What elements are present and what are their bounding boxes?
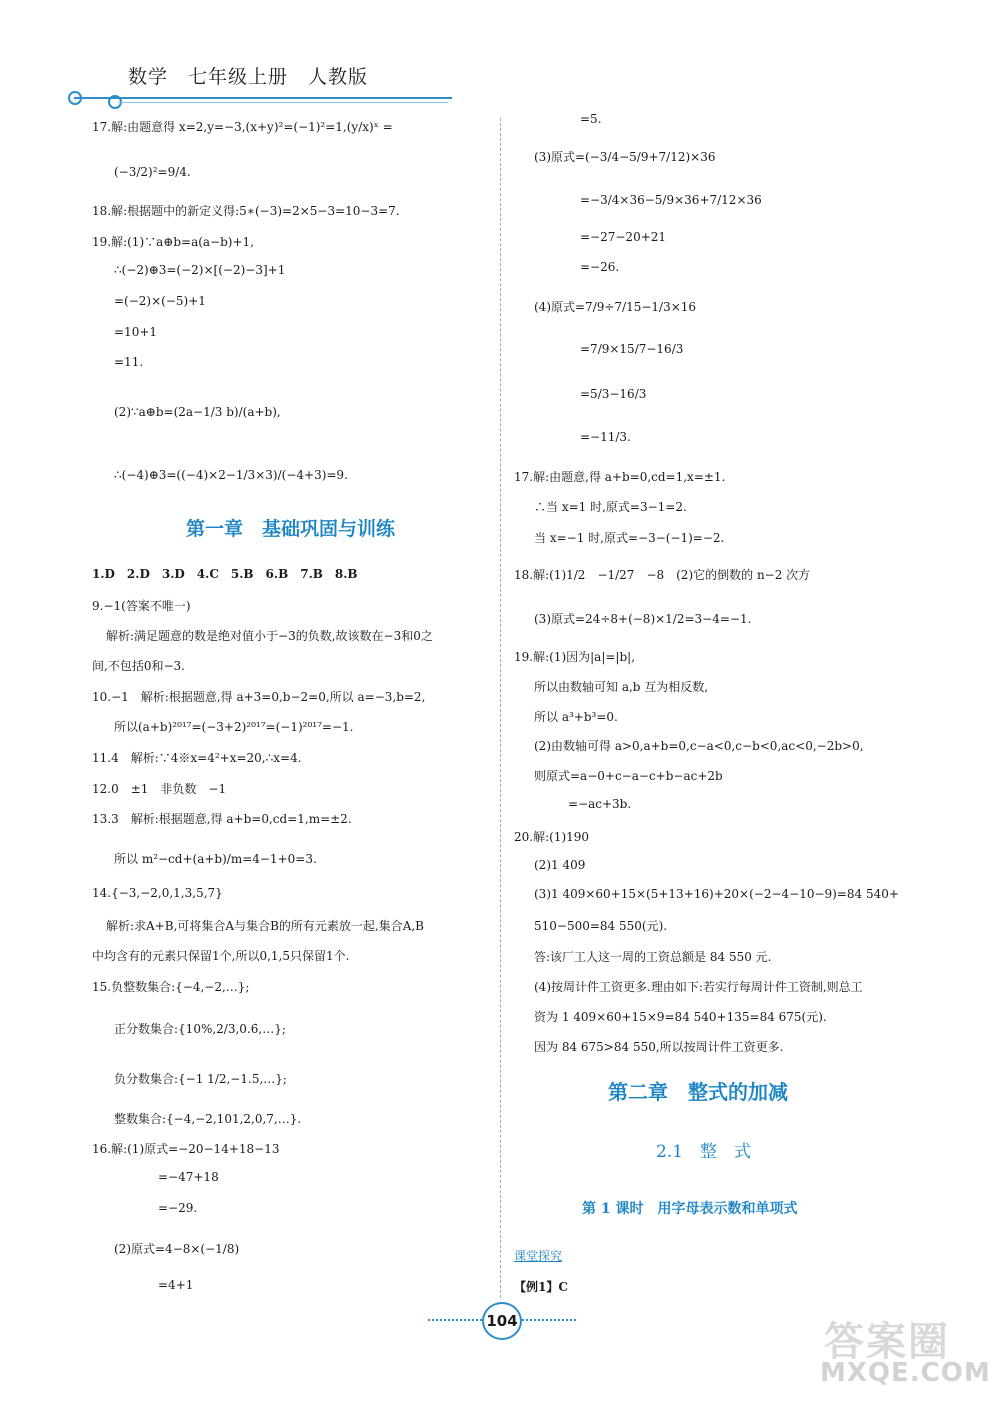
- answer-line: 所以 m²−cd+(a+b)/m=4−1+0=3.: [114, 852, 317, 866]
- answer-line: =−26.: [580, 260, 620, 274]
- answer-line: 答:该厂工人这一周的工资总额是 84 550 元.: [534, 950, 772, 964]
- lesson-heading: 第 1 课时 用字母表示数和单项式: [582, 1201, 798, 1217]
- chapter-heading: 第二章 整式的加减: [608, 1080, 788, 1104]
- answer-line: (−3/2)²=9/4.: [114, 165, 191, 179]
- footer-dots-right: [522, 1319, 576, 1321]
- answer-line: =7/9×15/7−16/3: [580, 342, 684, 356]
- answer-line: 则原式=a−0+c−a−c+b−ac+2b: [534, 769, 723, 783]
- answer-line: =10+1: [114, 325, 158, 339]
- answer-line: 所以(a+b)²⁰¹⁷=(−3+2)²⁰¹⁷=(−1)²⁰¹⁷=−1.: [114, 720, 354, 734]
- answer-line: (2)原式=4−8×(−1/8): [114, 1242, 240, 1256]
- header-rule: [74, 97, 452, 99]
- answer-line: =−47+18: [158, 1170, 219, 1184]
- answer-line: (4)原式=7/9÷7/15−1/3×16: [534, 300, 697, 314]
- answer-line: ∴(−2)⊕3=(−2)×[(−2)−3]+1: [114, 263, 286, 277]
- answer-line: 中均含有的元素只保留1个,所以0,1,5只保留1个.: [92, 949, 350, 963]
- watermark: [820, 1310, 990, 1395]
- answer-line: =−3/4×36−5/9×36+7/12×36: [580, 193, 762, 207]
- answer-line: 资为 1 409×60+15×9=84 540+135=84 675(元).: [534, 1010, 827, 1024]
- answer-line: =4+1: [158, 1278, 194, 1292]
- answer-line: 所以由数轴可知 a,b 互为相反数,: [534, 680, 709, 694]
- chapter-heading: 第一章 基础巩固与训练: [186, 518, 396, 540]
- answer-line: (3)1 409×60+15×(5+13+16)+20×(−2−4−10−9)=84 540+: [534, 887, 899, 901]
- answer-line: =−27−20+21: [580, 230, 667, 244]
- answer-line: 11.4 解析:∵4※x=4²+x=20,∴x=4.: [92, 751, 302, 765]
- answer-line: (2)由数轴可得 a>0,a+b=0,c−a<0,c−b<0,ac<0,−2b>0,: [534, 739, 864, 753]
- answer-line: 1.D 2.D 3.D 4.C 5.B 6.B 7.B 8.B: [92, 567, 358, 581]
- answer-line: 19.解:(1)因为|a|=|b|,: [514, 650, 636, 664]
- answer-line: =(−2)×(−5)+1: [114, 294, 206, 308]
- answer-line: =−29.: [158, 1201, 198, 1215]
- section-heading: 2.1 整 式: [656, 1142, 752, 1162]
- answer-line: ∴(−4)⊕3=((−4)×2−1/3×3)/(−4+3)=9.: [114, 468, 348, 482]
- column-divider: [500, 118, 501, 1298]
- answer-line: 20.解:(1)190: [514, 830, 590, 844]
- answer-line: =5.: [580, 112, 602, 126]
- answer-line: 整数集合:{−4,−2,101,2,0,7,…}.: [114, 1112, 302, 1126]
- answer-line: (2)∵a⊕b=(2a−1/3 b)/(a+b),: [114, 405, 281, 419]
- answer-line: 15.负整数集合:{−4,−2,…};: [92, 980, 250, 994]
- answer-line: =5/3−16/3: [580, 387, 647, 401]
- watermark-logo-text: 答案圈: [824, 1319, 950, 1365]
- page-number: 104: [482, 1302, 522, 1340]
- answer-line: (3)原式=(−3/4−5/9+7/12)×36: [534, 150, 716, 164]
- answer-line: 12.0 ±1 非负数 −1: [92, 782, 227, 796]
- classroom-explore-link[interactable]: 课堂探究: [514, 1249, 563, 1263]
- answer-line: ∴当 x=1 时,原式=3−1=2.: [534, 500, 687, 514]
- answer-line: 17.解:由题意,得 a+b=0,cd=1,x=±1.: [514, 470, 726, 484]
- answer-line: 10.−1 解析:根据题意,得 a+3=0,b−2=0,所以 a=−3,b=2,: [92, 690, 426, 704]
- answer-line: =11.: [114, 355, 144, 369]
- answer-line: 因为 84 675>84 550,所以按周计件工资更多.: [534, 1040, 784, 1054]
- footer-dots-left: [428, 1319, 482, 1321]
- answer-line: 正分数集合:{10%,2/3,0.6̇,…};: [114, 1022, 286, 1036]
- watermark-url: MXQE.COM: [820, 1358, 991, 1388]
- header-title: 数学 七年级上册 人教版: [128, 66, 369, 88]
- answer-line: 解析:求A+B,可将集合A与集合B的所有元素放一起,集合A,B: [106, 919, 424, 933]
- answer-line: 间,不包括0和−3.: [92, 659, 185, 673]
- answer-line: 当 x=−1 时,原式=−3−(−1)=−2.: [534, 531, 725, 545]
- answer-line: 18.解:(1)1/2 −1/27 −8 (2)它的倒数的 n−2 次方: [514, 568, 811, 582]
- answer-line: 16.解:(1)原式=−20−14+18−13: [92, 1142, 280, 1156]
- answer-line: 负分数集合:{−1 1/2,−1.5,…};: [114, 1072, 287, 1086]
- answer-line: 17.解:由题意得 x=2,y=−3,(x+y)²=(−1)²=1,(y/x)ˣ =: [92, 120, 393, 134]
- answer-line: 13.3 解析:根据题意,得 a+b=0,cd=1,m=±2.: [92, 812, 352, 826]
- answer-line: 14.{−3,−2,0,1,3,5,7}: [92, 886, 223, 900]
- answer-line: =−ac+3b.: [568, 797, 632, 811]
- answer-line: 19.解:(1)∵a⊕b=a(a−b)+1,: [92, 235, 254, 249]
- answer-line: 9.−1(答案不唯一): [92, 599, 191, 613]
- header-rule-thin: [118, 102, 448, 103]
- answer-line: 所以 a³+b³=0.: [534, 710, 618, 724]
- example-answer: 【例1】C: [514, 1280, 568, 1294]
- page-footer: [428, 1302, 574, 1338]
- answer-line: (2)1 409: [534, 858, 586, 872]
- answer-line: 510−500=84 550(元).: [534, 919, 668, 933]
- page-header: [0, 0, 1000, 110]
- answer-line: 18.解:根据题中的新定义得:5∗(−3)=2×5−3=10−3=7.: [92, 204, 400, 218]
- answer-line: =−11/3.: [580, 430, 631, 444]
- answer-line: (4)按周计件工资更多.理由如下:若实行每周计件工资制,则总工: [534, 980, 863, 994]
- answer-line: 解析:满足题意的数是绝对值小于−3的负数,故该数在−3和0之: [106, 629, 433, 643]
- answer-line: (3)原式=24÷8+(−8)×1/2=3−4=−1.: [534, 612, 752, 626]
